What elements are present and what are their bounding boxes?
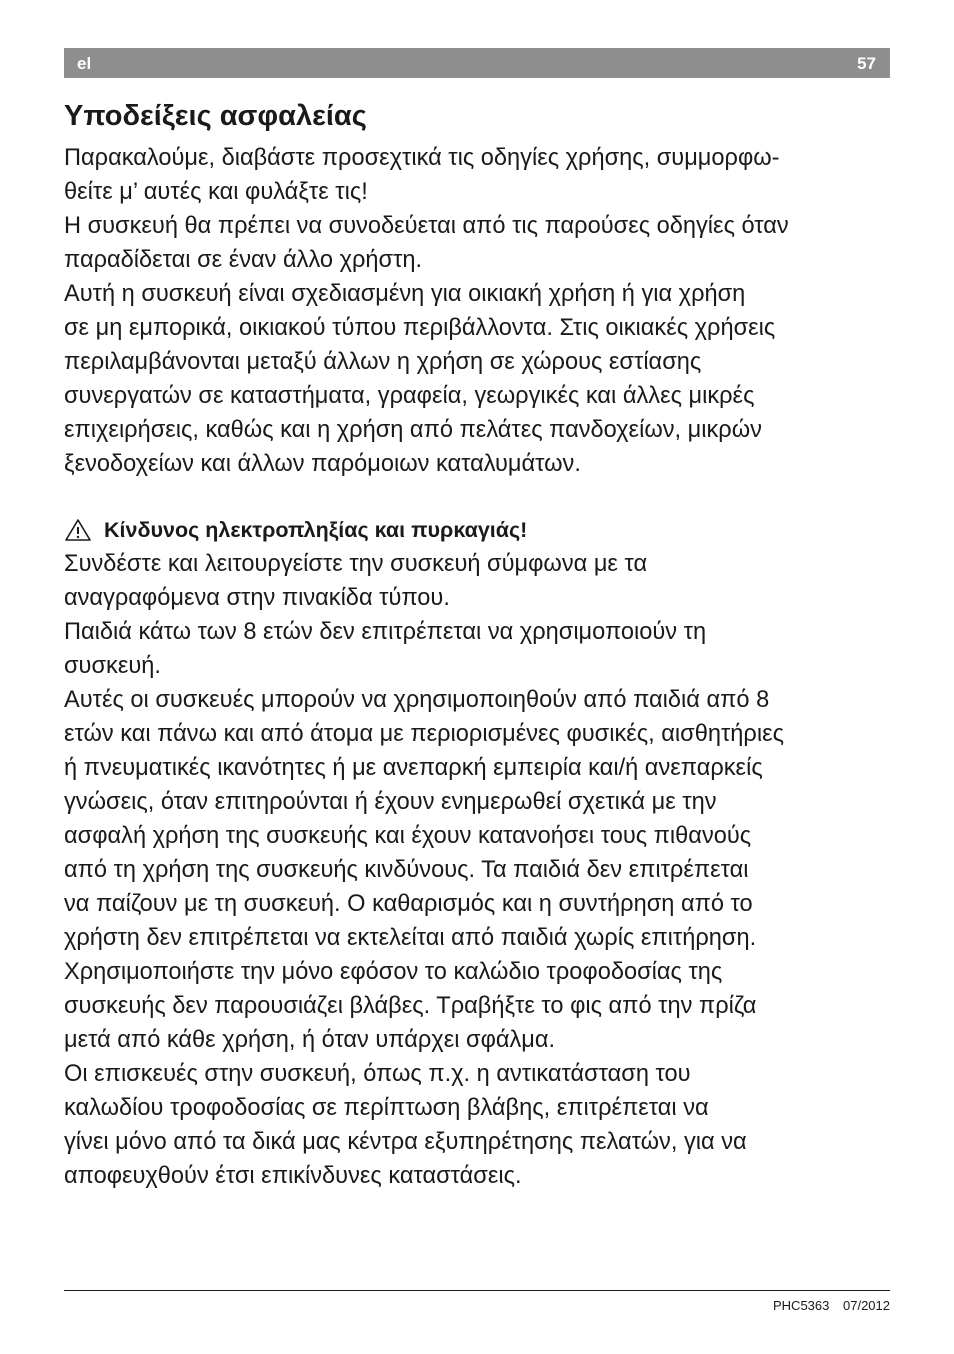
text-line: ετών και πάνω και από άτομα με περιορισμένες φυσικές, αισθητήριες: [64, 721, 784, 747]
text-line: Παρακαλούμε, διαβάστε προσεχτικά τις οδηγίες χρήσης, συμμορφω-: [64, 145, 780, 171]
text-line: από τη χρήση της συσκευής κινδύνους. Τα παιδιά δεν επιτρέπεται: [64, 857, 749, 883]
text-line: καλωδίου τροφοδοσίας σε περίπτωση βλάβης, επιτρέπεται να: [64, 1095, 709, 1121]
text-line: γνώσεις, όταν επιτηρούνται ή έχουν ενημερωθεί σχετικά με την: [64, 789, 717, 815]
text-line: αποφευχθούν έτσι επικίνδυνες καταστάσεις.: [64, 1163, 522, 1189]
text-line: Αυτές οι συσκευές μπορούν να χρησιμοποιηθούν από παιδιά από 8: [64, 687, 770, 713]
intro-text: [64, 141, 904, 481]
text-line: Αυτή η συσκευή είναι σχεδιασμένη για οικιακή χρήση ή για χρήση: [64, 281, 746, 307]
text-line: να παίζουν με τη συσκευή. Ο καθαρισμός και η συντήρηση από το: [64, 891, 753, 917]
text-line: συσκευή.: [64, 653, 161, 679]
page-title: Υποδείξεις ασφαλείας: [64, 100, 367, 132]
footer-divider: [64, 1290, 890, 1291]
text-line: συσκευής δεν παρουσιάζει βλάβες. Τραβήξτε το φις από την πρίζα: [64, 993, 757, 1019]
warning-section: [64, 513, 904, 1193]
text-line: Οι επισκευές στην συσκευή, όπως π.χ. η αντικατάσταση του: [64, 1061, 691, 1087]
text-line: παραδίδεται σε έναν άλλο χρήστη.: [64, 247, 423, 273]
text-line: χρήστη δεν επιτρέπεται να εκτελείται από παιδιά χωρίς επιτήρηση.: [64, 925, 757, 951]
text-line: Συνδέστε και λειτουργείστε την συσκευή σύμφωνα με τα: [64, 551, 648, 577]
text-line: Η συσκευή θα πρέπει να συνοδεύεται από τις παρούσες οδηγίες όταν: [64, 213, 789, 239]
text-line: αναγραφόμενα στην πινακίδα τύπου.: [64, 585, 450, 611]
text-line: Παιδιά κάτω των 8 ετών δεν επιτρέπεται να χρησιμοποιούν τη: [64, 619, 707, 645]
language-code: el: [77, 54, 92, 73]
text-line: γίνει μόνο από τα δικά μας κέντρα εξυπηρέτησης πελατών, για να: [64, 1129, 747, 1155]
text-line: θείτε μ’ αυτές και φυλάξτε τις!: [64, 179, 368, 205]
text-line: ή πνευματικές ικανότητες ή με ανεπαρκή εμπειρία και/ή ανεπαρκείς: [64, 755, 763, 781]
text-line: συνεργατών σε καταστήματα, γραφεία, γεωργικές και άλλες μικρές: [64, 383, 755, 409]
warning-heading-text: Κίνδυνος ηλεκτροπληξίας και πυρκαγιάς!: [104, 518, 528, 542]
page-footer: [773, 1298, 890, 1313]
text-line: μετά από κάθε χρήση, ή όταν υπάρχει σφάλμα.: [64, 1027, 556, 1053]
text-line: περιλαμβάνονται μεταξύ άλλων η χρήση σε χώρους εστίασης: [64, 349, 702, 375]
text-line: ασφαλή χρήση της συσκευής και έχουν κατανοήσει τους πιθανούς: [64, 823, 752, 849]
text-line: επιχειρήσεις, καθώς και η χρήση από πελάτες πανδοχείων, μικρών: [64, 417, 762, 443]
warning-heading: [64, 513, 904, 547]
text-line: σε μη εμπορικά, οικιακού τύπου περιβάλλοντα. Στις οικιακές χρήσεις: [64, 315, 776, 341]
model-number: PHC5363: [773, 1298, 830, 1313]
text-line: ξενοδοχείων και άλλων παρόμοιων καταλυμάτων.: [64, 451, 581, 477]
text-line: Χρησιμοποιήστε την μόνο εφόσον το καλώδιο τροφοδοσίας της: [64, 959, 723, 985]
page-number: 57: [857, 54, 876, 73]
page-header-bar: [64, 48, 890, 78]
print-date: 07/2012: [843, 1298, 890, 1313]
warning-triangle-icon: [64, 518, 92, 542]
